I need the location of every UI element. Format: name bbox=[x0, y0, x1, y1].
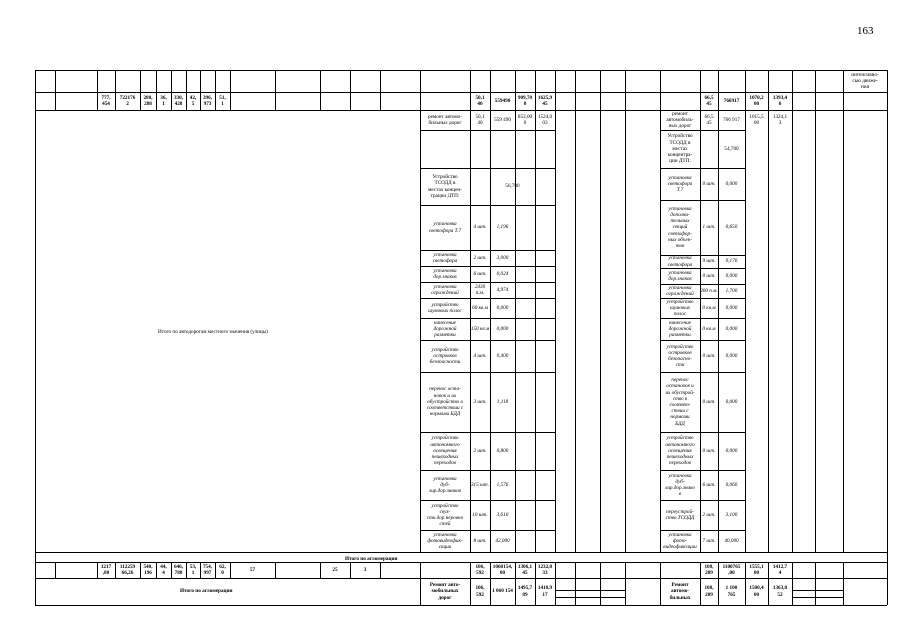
left-item-label: установка дор.знаков bbox=[433, 267, 457, 280]
right-item-qty: 2 шт. bbox=[702, 511, 716, 518]
right-repair-value: 766 917 bbox=[723, 116, 740, 123]
aggl-row-mid: 1060154, 00 bbox=[492, 563, 513, 576]
aggl-row-cell: 754, 997 bbox=[202, 563, 213, 576]
v-rule bbox=[843, 110, 844, 552]
right-repair-label: ремонт автомобиль- ных дорог bbox=[666, 110, 694, 130]
v-rule bbox=[275, 562, 276, 578]
header-fragment: интенсивно- сью движе- ния bbox=[851, 72, 879, 91]
aggl-bottom-value: 106, 592 bbox=[475, 585, 485, 598]
v-rule bbox=[792, 578, 793, 605]
left-repair-value: 853,00 0 bbox=[517, 113, 533, 126]
summary-top-cell: 36, 1 bbox=[160, 94, 167, 107]
page-number: 163 bbox=[857, 25, 874, 37]
left-item-label: установка светофора bbox=[432, 251, 458, 264]
aggl-row-cell: 44, 4 bbox=[160, 563, 167, 576]
h-rule bbox=[420, 130, 555, 131]
v-rule bbox=[660, 562, 661, 578]
summary-top-cell: 396, 973 bbox=[202, 94, 213, 107]
right-item-qty: 0 шт. bbox=[702, 352, 716, 359]
summary-top-cell: 330, 428 bbox=[173, 94, 184, 107]
left-item-value: 42,000 bbox=[495, 537, 510, 544]
summary-top-cell: 777, 454 bbox=[101, 94, 111, 107]
aggl-row-mid: 106, 592 bbox=[475, 563, 485, 576]
left-item-qty: 8 шт. bbox=[473, 537, 487, 544]
aggl-row-cell: 53, 1 bbox=[189, 563, 197, 576]
aggl-row-cell: 540, 196 bbox=[143, 563, 153, 576]
v-rule bbox=[35, 110, 36, 605]
v-rule bbox=[792, 110, 793, 552]
right-item-label: устройство автономного освещения пешеходных переходов bbox=[665, 435, 695, 467]
summary-top-mid: 559490 bbox=[494, 97, 511, 104]
right-item-qty: 0 шт. bbox=[702, 180, 716, 187]
v-rule bbox=[35, 562, 36, 578]
right-tsodd-label: Устройство ТСОДД в местах концентра- ции ДТП: bbox=[667, 133, 693, 165]
left-item-label: устройство свух- стк.дор.неровно стей bbox=[426, 502, 464, 528]
v-rule bbox=[420, 562, 421, 578]
right-item-value: 0,000 bbox=[725, 304, 738, 311]
left-item-label: устройство островков безопасности bbox=[429, 346, 461, 366]
left-repair-value: 559 490 bbox=[494, 116, 511, 123]
aggl-row-right: 108, 209 bbox=[704, 563, 714, 576]
right-item-qty: 0 кв.м bbox=[702, 325, 716, 332]
right-item-label: устройство островков безопасно- сти bbox=[666, 343, 694, 369]
left-item-value: 0,000 bbox=[496, 304, 509, 311]
v-rule bbox=[600, 562, 601, 578]
right-item-value: 0,000 bbox=[725, 272, 738, 279]
aggl-bottom-right-value: 1500,4 00 bbox=[749, 585, 764, 598]
right-item-qty: 7 шт. bbox=[702, 537, 716, 544]
v-rule bbox=[555, 578, 556, 605]
v-rule bbox=[55, 70, 56, 110]
v-rule bbox=[625, 562, 626, 578]
h-rule bbox=[35, 70, 887, 71]
aggl-row-cell: 57 bbox=[249, 566, 256, 573]
right-item-value: 0,000 bbox=[725, 325, 738, 332]
right-item-qty: 0 кв.м bbox=[702, 304, 716, 311]
h-rule bbox=[600, 590, 625, 591]
right-item-label: установка светофора Т.7 bbox=[667, 174, 693, 194]
right-item-value: 0,000 bbox=[725, 352, 738, 359]
left-item-qty: 150 кв.м bbox=[470, 325, 490, 332]
summary-top-right: 66,5 45 bbox=[704, 94, 714, 107]
h-rule bbox=[575, 590, 600, 591]
v-rule bbox=[420, 70, 421, 110]
v-rule bbox=[575, 70, 576, 110]
left-item-value: 3,610 bbox=[496, 511, 509, 518]
summary-top-right: 1393,4 6 bbox=[772, 94, 788, 107]
v-rule bbox=[768, 110, 769, 552]
right-repair-value: 66,5 45 bbox=[704, 113, 714, 126]
left-item-value: 3,000 bbox=[496, 254, 509, 261]
aggl-row-cell: 112259 66,26 bbox=[119, 563, 136, 576]
left-item-qty: 6 шт. bbox=[473, 270, 487, 277]
left-item-label: установка светофора Т.7 bbox=[428, 221, 462, 234]
h-rule bbox=[555, 597, 575, 598]
left-total-label: Итого по автодорогам местного значения (улицы) bbox=[158, 329, 268, 335]
v-rule bbox=[35, 70, 36, 110]
left-item-qty: 2 шт. bbox=[473, 447, 487, 454]
v-rule bbox=[660, 70, 661, 110]
aggl-header: Итого по агломерации bbox=[345, 556, 398, 562]
v-rule bbox=[625, 70, 626, 110]
aggl-bottom-right-value: 1 100 765 bbox=[725, 585, 738, 598]
summary-top-mid: 909,70 0 bbox=[517, 94, 533, 107]
aggl-bottom-label: Итого по агломерации bbox=[180, 588, 233, 594]
aggl-bottom-right-value: 1363,0 52 bbox=[772, 585, 788, 598]
v-rule bbox=[575, 110, 576, 552]
v-rule bbox=[887, 578, 888, 605]
left-item-value: 4,974 bbox=[496, 286, 509, 293]
right-item-qty: 6 шт. bbox=[702, 481, 716, 488]
v-rule bbox=[555, 70, 556, 110]
right-item-qty: 0 шт. bbox=[702, 398, 716, 405]
right-item-label: устройство шумовых полос bbox=[666, 298, 694, 318]
left-item-label: установка дуб- лир.дор.знаков bbox=[428, 475, 462, 495]
h-rule bbox=[815, 590, 843, 591]
right-item-label: установка дуб- лир.дор.знако в bbox=[665, 472, 695, 498]
right-item-qty: 0 шт. bbox=[702, 272, 716, 279]
right-item-label: установка светофора bbox=[667, 255, 693, 268]
left-repair-value: 1524,0 03 bbox=[537, 113, 553, 126]
left-item-value: 1,576 bbox=[496, 481, 509, 488]
left-item-qty: 315 шт. bbox=[470, 481, 490, 488]
v-rule bbox=[575, 562, 576, 578]
h-rule bbox=[792, 590, 815, 591]
v-rule bbox=[35, 578, 36, 605]
summary-top-cell: 51, 1 bbox=[219, 94, 226, 107]
v-rule bbox=[555, 110, 556, 552]
left-item-qty: 2430 п.м. bbox=[474, 283, 486, 296]
v-rule bbox=[625, 110, 626, 552]
h-rule bbox=[35, 552, 887, 553]
summary-top-cell: 280, 288 bbox=[143, 94, 153, 107]
v-rule bbox=[55, 562, 56, 578]
v-rule bbox=[380, 70, 381, 110]
v-rule bbox=[887, 70, 888, 110]
summary-top-right: 766917 bbox=[723, 97, 740, 104]
h-rule bbox=[555, 590, 575, 591]
summary-top-mid: 50,1 40 bbox=[475, 94, 485, 107]
v-rule bbox=[600, 70, 601, 110]
v-rule bbox=[887, 562, 888, 578]
left-item-qty: 10 шт. bbox=[472, 511, 488, 518]
aggl-bottom-value: 1 060 154 bbox=[492, 588, 513, 595]
aggl-row-right: 1555,1 00 bbox=[749, 563, 764, 576]
v-rule bbox=[600, 578, 601, 605]
v-rule bbox=[380, 562, 381, 578]
right-item-qty: 0 шт. bbox=[702, 447, 716, 454]
v-rule bbox=[815, 70, 816, 110]
aggl-row-cell: 25 bbox=[332, 566, 338, 573]
aggl-row-cell: 3 bbox=[363, 566, 367, 573]
left-item-value: 0,400 bbox=[496, 352, 509, 359]
v-rule bbox=[320, 70, 321, 110]
h-rule bbox=[35, 605, 887, 606]
aggl-bottom-right-value: 108, 209 bbox=[704, 585, 714, 598]
aggl-bottom-right-label: Ремонт автомо- бильных bbox=[669, 582, 691, 601]
right-item-value: 0,000 bbox=[725, 180, 738, 187]
right-item-label: переустрой- ство ТСОДД bbox=[665, 508, 695, 521]
summary-top-cell: 42, 5 bbox=[189, 94, 197, 107]
aggl-bottom-value: 1495,7 89 bbox=[517, 585, 533, 598]
v-rule bbox=[275, 70, 276, 110]
summary-top-mid: 1625,9 45 bbox=[537, 94, 553, 107]
h-rule bbox=[815, 597, 843, 598]
v-rule bbox=[815, 562, 816, 578]
v-rule bbox=[575, 578, 576, 605]
v-rule bbox=[745, 110, 746, 552]
aggl-row-cell: 1217 ,80 bbox=[100, 563, 112, 576]
aggl-row-mid: 1232,0 33 bbox=[537, 563, 553, 576]
right-item-qty: 200 п.м. bbox=[700, 287, 718, 294]
right-item-label: установка дополни- тельных секций светофор- ных объек- тов bbox=[668, 205, 692, 249]
left-item-label: установка ограждений bbox=[431, 283, 459, 296]
left-item-label: устройство автономного освещения пешеходных переходов bbox=[430, 435, 460, 467]
left-item-label: нанесение дорожной разметки bbox=[433, 319, 457, 339]
left-item-qty: 4 шт. bbox=[473, 352, 487, 359]
left-item-label: установка фотовидеофик- сации bbox=[427, 531, 463, 551]
left-item-qty: 60 кв.м bbox=[472, 304, 488, 311]
right-repair-value: 1324,1 3 bbox=[772, 113, 788, 126]
left-item-value: 1,196 bbox=[496, 224, 509, 231]
right-item-value: 1,700 bbox=[725, 287, 738, 294]
right-item-label: нанесение дорожной разметки bbox=[668, 319, 692, 339]
right-item-value: 0,000 bbox=[725, 398, 738, 405]
right-item-value: 0,060 bbox=[725, 481, 738, 488]
right-item-value: 40,000 bbox=[724, 537, 739, 544]
left-repair-label: ремонт автомо- бильных дорог bbox=[427, 113, 463, 126]
right-item-value: 9,170 bbox=[725, 258, 738, 265]
h-rule bbox=[792, 597, 815, 598]
right-tsodd-value: 54,700 bbox=[724, 145, 739, 152]
aggl-row-mid: 1306,1 45 bbox=[517, 563, 533, 576]
v-rule bbox=[792, 562, 793, 578]
left-item-value: 1,118 bbox=[496, 398, 509, 405]
v-rule bbox=[625, 578, 626, 605]
aggl-bottom-repair-label: Ремонт авто- мобильных дорог bbox=[429, 582, 461, 601]
left-item-qty: 4 шт. bbox=[473, 224, 487, 231]
left-tsodd-label: Устройство ТСОДД в местах концен- трации ДТП: bbox=[428, 174, 462, 199]
left-item-qty: 2 шт. bbox=[473, 254, 487, 261]
aggl-row-right: 1412,7 4 bbox=[772, 563, 788, 576]
left-item-value: 0,024 bbox=[496, 270, 509, 277]
aggl-row-cell: 646, 788 bbox=[173, 563, 184, 576]
right-item-label: установка ограждений bbox=[666, 284, 694, 297]
summary-top-right: 1070,2 00 bbox=[749, 94, 764, 107]
v-rule bbox=[555, 562, 556, 578]
h-rule bbox=[600, 597, 625, 598]
aggl-row-cell: 62, 0 bbox=[219, 563, 226, 576]
h-rule bbox=[575, 597, 600, 598]
left-item-value: 0,000 bbox=[496, 325, 509, 332]
right-item-value: 0,000 bbox=[725, 447, 738, 454]
v-rule bbox=[230, 70, 231, 110]
v-rule bbox=[887, 110, 888, 605]
v-rule bbox=[792, 70, 793, 110]
left-repair-value: 50,1 40 bbox=[475, 113, 485, 126]
left-item-qty: 3 шт. bbox=[473, 398, 487, 405]
left-item-label: перенос оста- новок и их обустройство в соответствии с нормами БДД bbox=[426, 386, 464, 418]
aggl-row-right: 1100765 ,00 bbox=[722, 563, 741, 576]
v-rule bbox=[843, 562, 844, 578]
left-item-value: 0,800 bbox=[496, 447, 509, 454]
v-rule bbox=[600, 110, 601, 552]
right-item-qty: 1 шт. bbox=[702, 224, 716, 231]
right-item-label: установка дор.знаков bbox=[668, 269, 692, 282]
right-item-label: установка фото- видеофиксации bbox=[663, 531, 697, 551]
left-tsodd-value: 56,700 bbox=[505, 183, 520, 190]
v-rule bbox=[843, 578, 844, 605]
right-item-label: перенос остановок и их обустрой- ство в соответ- ствии с нормами БДД bbox=[665, 377, 695, 427]
right-repair-value: 1015,5 00 bbox=[749, 113, 764, 126]
v-rule bbox=[815, 578, 816, 605]
aggl-bottom-value: 1410,9 17 bbox=[537, 585, 553, 598]
left-item-label: устройство шумовых полос bbox=[428, 301, 462, 314]
v-rule bbox=[535, 110, 536, 552]
right-item-value: 3,100 bbox=[725, 511, 738, 518]
summary-top-cell: 722176 2 bbox=[119, 94, 136, 107]
right-item-value: 0,650 bbox=[725, 224, 738, 231]
v-rule bbox=[815, 110, 816, 552]
v-rule bbox=[350, 70, 351, 110]
right-item-qty: 9 шт. bbox=[702, 258, 716, 265]
